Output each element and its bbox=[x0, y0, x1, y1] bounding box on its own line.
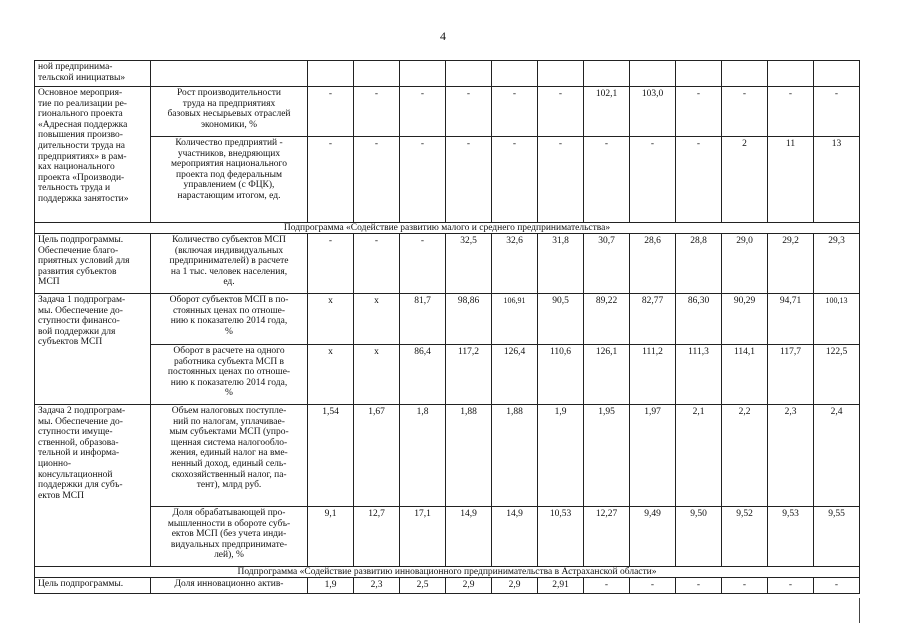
value-cell: 122,5 bbox=[814, 345, 860, 405]
value-cell: 102,1 bbox=[584, 87, 630, 137]
value-cell: - bbox=[354, 137, 400, 223]
value-cell: 126,1 bbox=[584, 345, 630, 405]
table-row bbox=[35, 405, 860, 507]
value-cell bbox=[308, 61, 354, 87]
value-cell: 1,88 bbox=[492, 405, 538, 507]
indicator-name: Количество предприятий - участников, внедряющих мероприятия национального проекта под федеральным управлением (с ФЦК), нарастающим итогом, ед. bbox=[151, 137, 308, 223]
value-cell: x bbox=[354, 345, 400, 405]
value-cell: 28,8 bbox=[676, 234, 722, 294]
indicator-name: Объем налоговых поступле- ний по налогам, уплачивае- мым субъектами МСП (упро- щенная система налогообло- жения, единый налог на вме- ненный доход, единый сель- скохозяйственный налог, па- тент), млрд руб. bbox=[151, 405, 308, 507]
value-cell: - bbox=[584, 578, 630, 594]
value-cell bbox=[584, 61, 630, 87]
value-cell: x bbox=[308, 294, 354, 345]
value-cell: - bbox=[308, 137, 354, 223]
value-cell: 12,7 bbox=[354, 507, 400, 567]
value-cell: 2,9 bbox=[492, 578, 538, 594]
value-cell: - bbox=[492, 87, 538, 137]
value-cell: 86,30 bbox=[676, 294, 722, 345]
goal-task-cell: Задача 2 подпрограм- мы. Обеспечение до- ступности имуще- ственной, образова- тельной и информа- ционно- консультационной поддержки для субъ- ектов МСП bbox=[35, 405, 151, 567]
value-cell: 10,53 bbox=[538, 507, 584, 567]
value-cell: 14,9 bbox=[446, 507, 492, 567]
value-cell: - bbox=[676, 137, 722, 223]
value-cell: 2,5 bbox=[400, 578, 446, 594]
value-cell: - bbox=[676, 87, 722, 137]
value-cell: x bbox=[308, 345, 354, 405]
table-row bbox=[35, 578, 860, 594]
value-cell: 111,3 bbox=[676, 345, 722, 405]
value-cell: 1,67 bbox=[354, 405, 400, 507]
value-cell: - bbox=[676, 578, 722, 594]
value-cell: - bbox=[584, 137, 630, 223]
value-cell: 1,97 bbox=[630, 405, 676, 507]
value-cell: 90,29 bbox=[722, 294, 768, 345]
goal-task-cell: ной предпринима- тельской инициатвы» bbox=[35, 61, 151, 87]
value-cell: 1,95 bbox=[584, 405, 630, 507]
value-cell: - bbox=[768, 578, 814, 594]
subprogram-row bbox=[35, 223, 860, 234]
value-cell: - bbox=[722, 87, 768, 137]
value-cell: x bbox=[354, 294, 400, 345]
value-cell: 12,27 bbox=[584, 507, 630, 567]
table-row bbox=[35, 87, 860, 137]
value-cell bbox=[676, 61, 722, 87]
value-cell: - bbox=[400, 234, 446, 294]
value-cell: 106,91 bbox=[492, 294, 538, 345]
value-cell bbox=[354, 61, 400, 87]
indicator-name: Количество субъектов МСП (включая индивидуальных предпринимателей) в расчете на 1 тыс. человек населения, ед. bbox=[151, 234, 308, 294]
value-cell: 90,5 bbox=[538, 294, 584, 345]
subprogram-title: Подпрограмма «Содействие развитию малого и среднего предпринимательства» bbox=[35, 223, 860, 234]
goal-task-cell: Основное мероприя- тие по реализации ре- гионального проекта «Адресная поддержка повышения произво- дительности труда на предприятиях» в рам- ках национального проекта «Производи- тельность труда и поддержка занятости» bbox=[35, 87, 151, 223]
value-cell bbox=[538, 61, 584, 87]
value-cell: 11 bbox=[768, 137, 814, 223]
value-cell: 110,6 bbox=[538, 345, 584, 405]
value-cell: 29,0 bbox=[722, 234, 768, 294]
value-cell: 14,9 bbox=[492, 507, 538, 567]
value-cell: 1,54 bbox=[308, 405, 354, 507]
value-cell: - bbox=[814, 578, 860, 594]
value-cell: 98,86 bbox=[446, 294, 492, 345]
table-row bbox=[35, 137, 860, 223]
value-cell: 117,2 bbox=[446, 345, 492, 405]
table-row bbox=[35, 345, 860, 405]
value-cell: 89,22 bbox=[584, 294, 630, 345]
table-row bbox=[35, 61, 860, 87]
value-cell: 94,71 bbox=[768, 294, 814, 345]
value-cell: 111,2 bbox=[630, 345, 676, 405]
value-cell bbox=[814, 61, 860, 87]
margin-rule bbox=[859, 598, 860, 623]
value-cell: 1,9 bbox=[538, 405, 584, 507]
value-cell: - bbox=[722, 578, 768, 594]
indicator-name: Доля обрабатывающей про- мышленности в обороте субъ- ектов МСП (без учета инди- видуальных предпринимате- лей), % bbox=[151, 507, 308, 567]
indicator-name bbox=[151, 61, 308, 87]
value-cell: 1,9 bbox=[308, 578, 354, 594]
value-cell: 1,8 bbox=[400, 405, 446, 507]
table-row bbox=[35, 234, 860, 294]
value-cell: 32,5 bbox=[446, 234, 492, 294]
value-cell: 32,6 bbox=[492, 234, 538, 294]
value-cell: 2,1 bbox=[676, 405, 722, 507]
value-cell: - bbox=[492, 137, 538, 223]
value-cell: - bbox=[538, 137, 584, 223]
value-cell: 100,13 bbox=[814, 294, 860, 345]
value-cell: - bbox=[814, 87, 860, 137]
value-cell: 31,8 bbox=[538, 234, 584, 294]
value-cell: 17,1 bbox=[400, 507, 446, 567]
value-cell: 2 bbox=[722, 137, 768, 223]
value-cell bbox=[400, 61, 446, 87]
value-cell: 9,53 bbox=[768, 507, 814, 567]
value-cell: - bbox=[538, 87, 584, 137]
value-cell: - bbox=[354, 234, 400, 294]
value-cell: 114,1 bbox=[722, 345, 768, 405]
value-cell: 86,4 bbox=[400, 345, 446, 405]
value-cell: 9,50 bbox=[676, 507, 722, 567]
value-cell: - bbox=[308, 234, 354, 294]
value-cell: 29,2 bbox=[768, 234, 814, 294]
page-number: 4 bbox=[440, 29, 446, 43]
value-cell: - bbox=[630, 137, 676, 223]
value-cell: 82,77 bbox=[630, 294, 676, 345]
subprogram-title: Подпрограмма «Содействие развитию инновационного предпринимательства в Астраханской области» bbox=[35, 567, 860, 578]
value-cell bbox=[446, 61, 492, 87]
table-row bbox=[35, 507, 860, 567]
value-cell bbox=[630, 61, 676, 87]
value-cell: 81,7 bbox=[400, 294, 446, 345]
value-cell: - bbox=[354, 87, 400, 137]
value-cell: 28,6 bbox=[630, 234, 676, 294]
value-cell: - bbox=[400, 87, 446, 137]
goal-task-cell: Задача 1 подпрограм- мы. Обеспечение до- ступности финансо- вой поддержки для субъектов МСП bbox=[35, 294, 151, 405]
goal-task-cell: Цель подпрограммы. bbox=[35, 578, 151, 594]
value-cell: 2,3 bbox=[354, 578, 400, 594]
value-cell: 30,7 bbox=[584, 234, 630, 294]
value-cell: 9,52 bbox=[722, 507, 768, 567]
value-cell: 1,88 bbox=[446, 405, 492, 507]
value-cell: 29,3 bbox=[814, 234, 860, 294]
value-cell: - bbox=[400, 137, 446, 223]
indicator-name: Оборот в расчете на одного работника субъекта МСП в постоянных ценах по отноше- нию к показателю 2014 года, % bbox=[151, 345, 308, 405]
value-cell: 2,9 bbox=[446, 578, 492, 594]
value-cell: 126,4 bbox=[492, 345, 538, 405]
value-cell: - bbox=[768, 87, 814, 137]
value-cell: 9,55 bbox=[814, 507, 860, 567]
value-cell bbox=[492, 61, 538, 87]
subprogram-row bbox=[35, 567, 860, 578]
indicator-name: Рост производительности труда на предприятиях базовых несырьевых отраслей экономики, % bbox=[151, 87, 308, 137]
value-cell: - bbox=[630, 578, 676, 594]
indicators-table bbox=[34, 60, 860, 594]
value-cell: 2,3 bbox=[768, 405, 814, 507]
value-cell: - bbox=[446, 87, 492, 137]
value-cell: 2,2 bbox=[722, 405, 768, 507]
value-cell: 13 bbox=[814, 137, 860, 223]
value-cell: 2,4 bbox=[814, 405, 860, 507]
value-cell: - bbox=[308, 87, 354, 137]
indicator-name: Доля инновационно актив- bbox=[151, 578, 308, 594]
value-cell bbox=[768, 61, 814, 87]
indicator-name: Оборот субъектов МСП в по- стоянных ценах по отноше- нию к показателю 2014 года, % bbox=[151, 294, 308, 345]
value-cell: 9,49 bbox=[630, 507, 676, 567]
value-cell: - bbox=[446, 137, 492, 223]
value-cell: 103,0 bbox=[630, 87, 676, 137]
value-cell: 9,1 bbox=[308, 507, 354, 567]
goal-task-cell: Цель подпрограммы. Обеспечение благо- приятных условий для развития субъектов МСП bbox=[35, 234, 151, 294]
value-cell bbox=[722, 61, 768, 87]
value-cell: 2,91 bbox=[538, 578, 584, 594]
value-cell: 117,7 bbox=[768, 345, 814, 405]
table-row bbox=[35, 294, 860, 345]
